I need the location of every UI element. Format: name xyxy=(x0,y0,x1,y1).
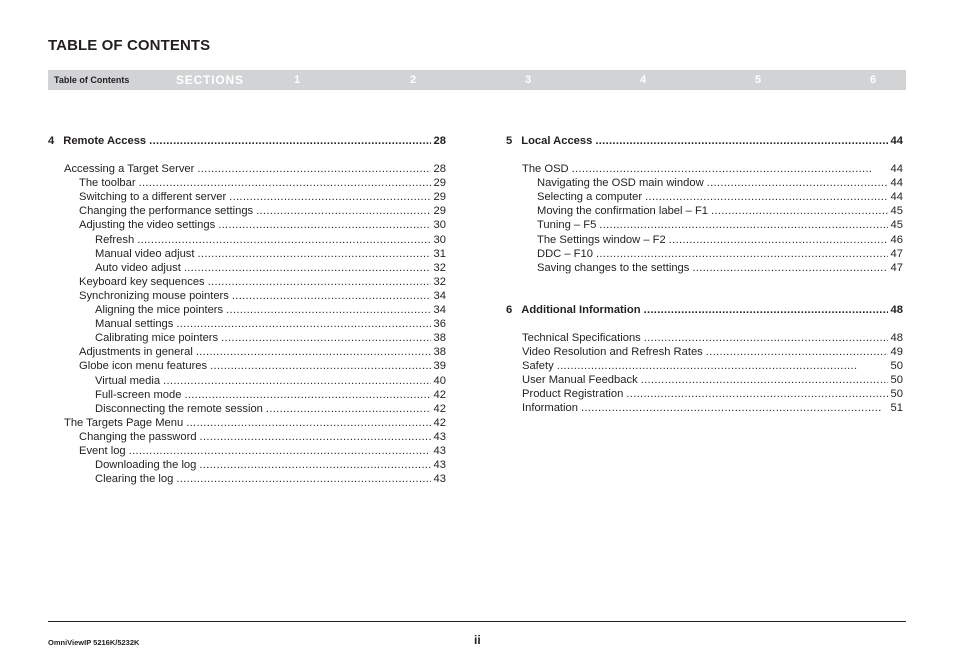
toc-entry[interactable] xyxy=(48,303,446,317)
toc-dot-leader xyxy=(221,331,430,345)
toc-page-number: 46 xyxy=(890,233,903,246)
toc-page-number: 42 xyxy=(433,388,446,401)
toc-entry[interactable] xyxy=(48,416,446,430)
toc-entry[interactable] xyxy=(48,261,446,275)
toc-page-number: 30 xyxy=(433,219,446,232)
toc-page-number: 49 xyxy=(890,346,903,359)
toc-entry-label: Accessing a Target Server xyxy=(64,163,195,176)
toc-entry[interactable] xyxy=(48,345,446,359)
toc-entry[interactable] xyxy=(48,444,446,458)
toc-page-number: 40 xyxy=(433,374,446,387)
section-link-6[interactable]: 6 xyxy=(870,74,877,86)
toc-entry-label: Manual settings xyxy=(95,318,174,331)
toc-dot-leader xyxy=(256,204,430,218)
toc-entry[interactable] xyxy=(48,331,446,345)
toc-page-number: 34 xyxy=(433,289,446,302)
toc-entry[interactable] xyxy=(48,430,446,444)
toc-entry[interactable] xyxy=(506,331,903,345)
toc-dot-leader xyxy=(199,458,430,472)
toc-page-number: 43 xyxy=(433,473,446,486)
toc-entry[interactable] xyxy=(506,345,903,359)
toc-dot-leader xyxy=(706,345,888,359)
toc-dot-leader xyxy=(186,416,430,430)
toc-chapter-number: 6 xyxy=(506,303,513,316)
toc-entry[interactable] xyxy=(48,458,446,472)
toc-entry[interactable] xyxy=(48,374,446,388)
toc-entry-label: Selecting a computer xyxy=(537,191,643,204)
toc-entry[interactable] xyxy=(48,317,446,331)
toc-page-number: 30 xyxy=(433,233,446,246)
toc-page-number: 50 xyxy=(890,374,903,387)
toc-dot-leader xyxy=(644,331,888,345)
toc-page-number: 42 xyxy=(433,416,446,429)
toc-dot-leader xyxy=(581,401,888,415)
toc-entry[interactable] xyxy=(48,218,446,232)
toc-dot-leader xyxy=(197,162,430,176)
section-link-4[interactable]: 4 xyxy=(640,74,647,86)
toc-entry[interactable] xyxy=(48,275,446,289)
toc-entry-label: Remote Access xyxy=(63,135,147,147)
toc-entry[interactable] xyxy=(506,190,903,204)
toc-entry[interactable] xyxy=(506,204,903,218)
toc-left-column xyxy=(48,134,446,486)
toc-page-number: 45 xyxy=(890,219,903,232)
toc-page-number: 47 xyxy=(890,261,903,274)
toc-dot-leader xyxy=(208,275,431,289)
toc-entry[interactable] xyxy=(48,247,446,261)
toc-page-number: 38 xyxy=(433,346,446,359)
footer-product-name: OmniViewIP 5216K/5232K xyxy=(48,638,140,647)
toc-dot-leader xyxy=(692,261,887,275)
toc-entry-label: Local Access xyxy=(521,135,593,147)
toc-dot-leader xyxy=(596,247,888,261)
toc-dot-leader xyxy=(557,359,888,373)
toc-page-number: 44 xyxy=(890,177,903,190)
toc-page-number: 44 xyxy=(890,191,903,204)
toc-entry[interactable] xyxy=(506,233,903,247)
toc-dot-leader xyxy=(595,134,887,148)
toc-page-number: 44 xyxy=(890,135,903,147)
section-link-2[interactable]: 2 xyxy=(410,74,417,86)
toc-entry-label: Moving the confirmation label – F1 xyxy=(537,205,709,218)
toc-entry-label: User Manual Feedback xyxy=(522,374,638,387)
toc-dot-leader xyxy=(599,218,887,232)
toc-page-number: 32 xyxy=(433,261,446,274)
toc-entry-label: Full-screen mode xyxy=(95,388,182,401)
toc-entry-label: Safety xyxy=(522,360,554,373)
toc-entry[interactable] xyxy=(506,359,903,373)
toc-page-number: 51 xyxy=(890,402,903,415)
toc-entry-label: Synchronizing mouse pointers xyxy=(79,289,229,302)
toc-page-number: 48 xyxy=(890,303,903,316)
toc-entry[interactable] xyxy=(506,176,903,190)
toc-page-number: 50 xyxy=(890,360,903,373)
toc-dot-leader xyxy=(149,134,430,148)
toc-entry-label: Aligning the mice pointers xyxy=(95,304,224,317)
toc-dot-leader xyxy=(226,303,430,317)
footer-divider xyxy=(48,621,906,622)
toc-chapter-entry[interactable] xyxy=(506,134,903,148)
toc-spacer xyxy=(506,275,903,303)
toc-page-number: 50 xyxy=(890,388,903,401)
toc-dot-leader xyxy=(669,233,888,247)
toc-entry-label: Refresh xyxy=(95,233,135,246)
toc-dot-leader xyxy=(229,190,430,204)
toc-dot-leader xyxy=(626,387,887,401)
toc-entry-label: Calibrating mice pointers xyxy=(95,332,219,345)
toc-entry-label: Switching to a different server xyxy=(79,191,227,204)
toc-page-number: 48 xyxy=(890,331,903,344)
toc-entry-label: Clearing the log xyxy=(95,473,174,486)
toc-page-number: 45 xyxy=(890,205,903,218)
toc-entry-label: Changing the performance settings xyxy=(79,205,254,218)
toc-page-number: 43 xyxy=(433,444,446,457)
toc-page-number: 29 xyxy=(433,177,446,190)
toc-chapter-number: 5 xyxy=(506,135,513,147)
toc-entry-label: Adjustments in general xyxy=(79,346,193,359)
toc-dot-leader xyxy=(163,374,430,388)
toc-page-number: 43 xyxy=(433,459,446,472)
toc-entry-label: Changing the password xyxy=(79,430,197,443)
toc-entry[interactable] xyxy=(48,359,446,373)
toc-page-number: 29 xyxy=(433,191,446,204)
toc-entry-label: Adjusting the video settings xyxy=(79,219,216,232)
toc-entry-label: Video Resolution and Refresh Rates xyxy=(522,346,703,359)
toc-page-number: 34 xyxy=(433,304,446,317)
toc-entry[interactable] xyxy=(48,289,446,303)
toc-entry-label: Product Registration xyxy=(522,388,624,401)
toc-entry[interactable] xyxy=(506,162,903,176)
toc-page-number: 28 xyxy=(433,163,446,176)
toc-dot-leader xyxy=(572,162,888,176)
toc-page-number: 39 xyxy=(433,360,446,373)
toc-entry-label: Technical Specifications xyxy=(522,331,641,344)
toc-dot-leader xyxy=(644,303,888,317)
toc-page-number: 44 xyxy=(890,163,903,176)
toc-entry[interactable] xyxy=(506,401,903,415)
toc-entry[interactable] xyxy=(48,176,446,190)
toc-entry-label: Additional Information xyxy=(521,303,641,316)
toc-entry-label: DDC – F10 xyxy=(537,247,593,260)
toc-page-number: 38 xyxy=(433,332,446,345)
toc-entry[interactable] xyxy=(506,261,903,275)
toc-dot-leader xyxy=(707,176,888,190)
toc-page-number: 47 xyxy=(890,247,903,260)
toc-entry-label: Downloading the log xyxy=(95,459,197,472)
toc-dot-leader xyxy=(232,289,431,303)
table-of-contents-link[interactable]: Table of Contents xyxy=(54,75,130,85)
toc-chapter-number: 4 xyxy=(48,135,55,147)
toc-page-number: 29 xyxy=(433,205,446,218)
toc-page-number: 43 xyxy=(433,430,446,443)
toc-entry-label: Keyboard key sequences xyxy=(79,275,205,288)
toc-entry[interactable] xyxy=(506,247,903,261)
toc-entry[interactable] xyxy=(48,402,446,416)
toc-dot-leader xyxy=(176,317,430,331)
page-title: TABLE OF CONTENTS xyxy=(48,37,211,54)
toc-dot-leader xyxy=(137,233,430,247)
toc-entry-label: Manual video adjust xyxy=(95,247,195,260)
toc-entry[interactable] xyxy=(48,233,446,247)
toc-entry[interactable] xyxy=(506,387,903,401)
toc-entry[interactable] xyxy=(48,472,446,486)
toc-entry[interactable] xyxy=(48,190,446,204)
toc-dot-leader xyxy=(711,204,888,218)
toc-dot-leader xyxy=(645,190,887,204)
toc-entry[interactable] xyxy=(506,218,903,232)
toc-dot-leader xyxy=(198,247,431,261)
toc-dot-leader xyxy=(129,444,431,458)
section-link-5[interactable]: 5 xyxy=(755,74,762,86)
toc-entry-label: Navigating the OSD main window xyxy=(537,177,704,190)
toc-entry-label: The toolbar xyxy=(79,177,136,190)
footer-page-number: ii xyxy=(474,633,481,647)
toc-right-column xyxy=(506,134,903,416)
toc-entry-label: The OSD xyxy=(522,163,569,176)
toc-dot-leader xyxy=(184,261,431,275)
toc-entry[interactable] xyxy=(48,204,446,218)
toc-dot-leader xyxy=(196,345,431,359)
toc-entry-label: Auto video adjust xyxy=(95,261,181,274)
toc-entry[interactable] xyxy=(48,162,446,176)
section-link-1[interactable]: 1 xyxy=(294,74,301,86)
toc-page-number: 31 xyxy=(433,247,446,260)
toc-entry-label: Event log xyxy=(79,444,126,457)
toc-entry-label: Tuning – F5 xyxy=(537,219,597,232)
sections-label: SECTIONS xyxy=(176,73,244,87)
toc-entry-label: The Settings window – F2 xyxy=(537,233,666,246)
toc-chapter-entry[interactable] xyxy=(506,303,903,317)
toc-page-number: 36 xyxy=(433,318,446,331)
toc-page-number: 32 xyxy=(433,275,446,288)
toc-dot-leader xyxy=(200,430,431,444)
toc-entry-label: Globe icon menu features xyxy=(79,360,208,373)
toc-dot-leader xyxy=(176,472,430,486)
toc-entry-label: Saving changes to the settings xyxy=(537,261,690,274)
toc-entry-label: The Targets Page Menu xyxy=(64,416,184,429)
toc-dot-leader xyxy=(641,373,888,387)
toc-dot-leader xyxy=(139,176,431,190)
toc-entry-label: Disconnecting the remote session xyxy=(95,402,263,415)
toc-entry-label: Information xyxy=(522,402,578,415)
toc-page-number: 28 xyxy=(433,135,446,147)
toc-dot-leader xyxy=(184,388,430,402)
section-link-3[interactable]: 3 xyxy=(525,74,532,86)
toc-page-number: 42 xyxy=(433,402,446,415)
toc-entry-label: Virtual media xyxy=(95,374,161,387)
toc-dot-leader xyxy=(266,402,431,416)
toc-dot-leader xyxy=(210,359,430,373)
toc-dot-leader xyxy=(218,218,430,232)
toc-entry[interactable] xyxy=(506,373,903,387)
toc-chapter-entry[interactable] xyxy=(48,134,446,148)
toc-entry[interactable] xyxy=(48,388,446,402)
section-nav-bar xyxy=(48,70,906,90)
